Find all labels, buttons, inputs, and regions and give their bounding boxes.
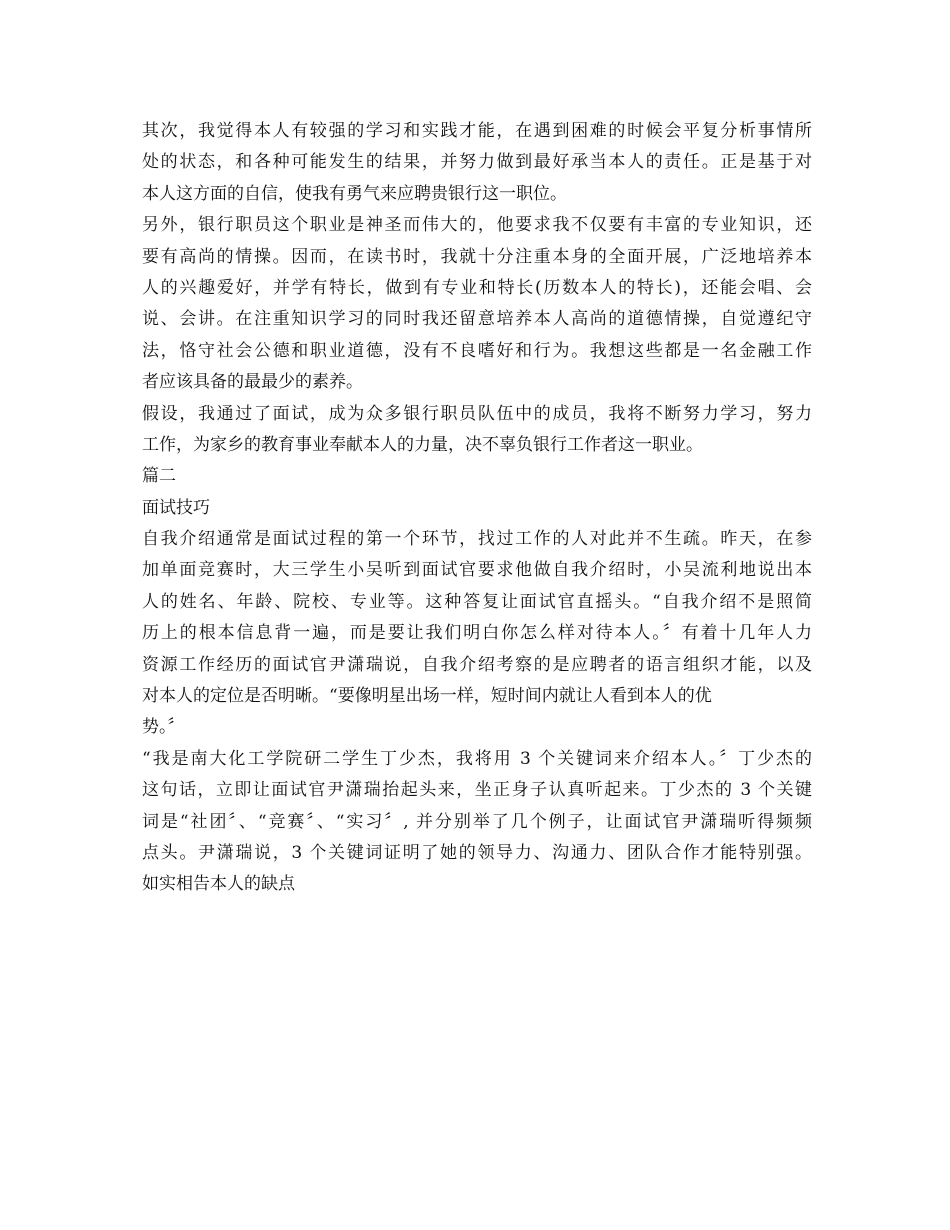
text-line: 历上的根本信息背一遍，而是要让我们明白你怎么样对待本人。〞有着十几年人力: [142, 623, 812, 644]
section-heading: 篇二: [142, 466, 176, 487]
text-line: 人的兴趣爱好，并学有特长，做到有专业和特长(历数本人的特长)，还能会唱、会: [142, 277, 812, 298]
text-line: 要有高尚的情操。因而，在读书时，我就十分注重本身的全面开展，广泛地培养本: [142, 246, 812, 267]
text-line: 另外，银行职员这个职业是神圣而伟大的，他要求我不仅要有丰富的专业知识，还: [142, 215, 812, 236]
text-line: 本人这方面的自信，使我有勇气来应聘贵银行这一职位。: [142, 183, 567, 204]
text-line: 势。〞: [142, 717, 185, 738]
text-line: 对本人的定位是否明晰。“要像明星出场一样，短时间内就让人看到本人的优: [142, 686, 712, 707]
text-line: 说、会讲。在注重知识学习的同时我还留意培养本人高尚的道德情操，自觉遵纪守: [142, 309, 812, 330]
text-line: “我是南大化工学院研二学生丁少杰，我将用 3 个关键词来介绍本人。〞丁少杰的: [142, 748, 812, 769]
text-line: 人的姓名、年龄、院校、专业等。这种答复让面试官直摇头。“自我介绍不是照简: [142, 591, 812, 612]
text-line: 者应该具备的最最少的素养。: [142, 372, 363, 393]
text-line: 自我介绍通常是面试过程的第一个环节，找过工作的人对此并不生疏。昨天，在参: [142, 529, 812, 550]
section-subheading: 如实相告本人的缺点: [142, 874, 295, 895]
text-line: 工作，为家乡的教育事业奉献本人的力量，决不辜负银行工作者这一职业。: [142, 434, 703, 455]
text-line: 点头。尹潇瑞说，3 个关键词证明了她的领导力、沟通力、团队合作才能特别强。: [142, 842, 812, 863]
text-line: 资源工作经历的面试官尹潇瑞说，自我介绍考察的是应聘者的语言组织才能，以及: [142, 654, 812, 675]
section-subheading: 面试技巧: [142, 497, 210, 518]
text-line: 假设，我通过了面试，成为众多银行职员队伍中的成员，我将不断努力学习，努力: [142, 403, 812, 424]
text-line: 加单面竞赛时，大三学生小吴听到面试官要求他做自我介绍时，小吴流利地说出本: [142, 560, 812, 581]
text-line: 其次，我觉得本人有较强的学习和实践才能，在遇到困难的时候会平复分析事情所: [142, 121, 812, 141]
document-body: [142, 116, 812, 901]
text-line: 处的状态，和各种可能发生的结果，并努力做到最好承当本人的责任。正是基于对: [142, 152, 812, 173]
text-line: 这句话，立即让面试官尹潇瑞抬起头来，坐正身子认真听起来。丁少杰的 3 个关键: [142, 780, 812, 801]
text-line: 法，恪守社会公德和职业道德，没有不良嗜好和行为。我想这些都是一名金融工作: [142, 340, 812, 361]
text-line: 词是“社团〞、“竞赛〞、“实习〞, 并分别举了几个例子，让面试官尹潇瑞听得频频: [142, 811, 812, 832]
